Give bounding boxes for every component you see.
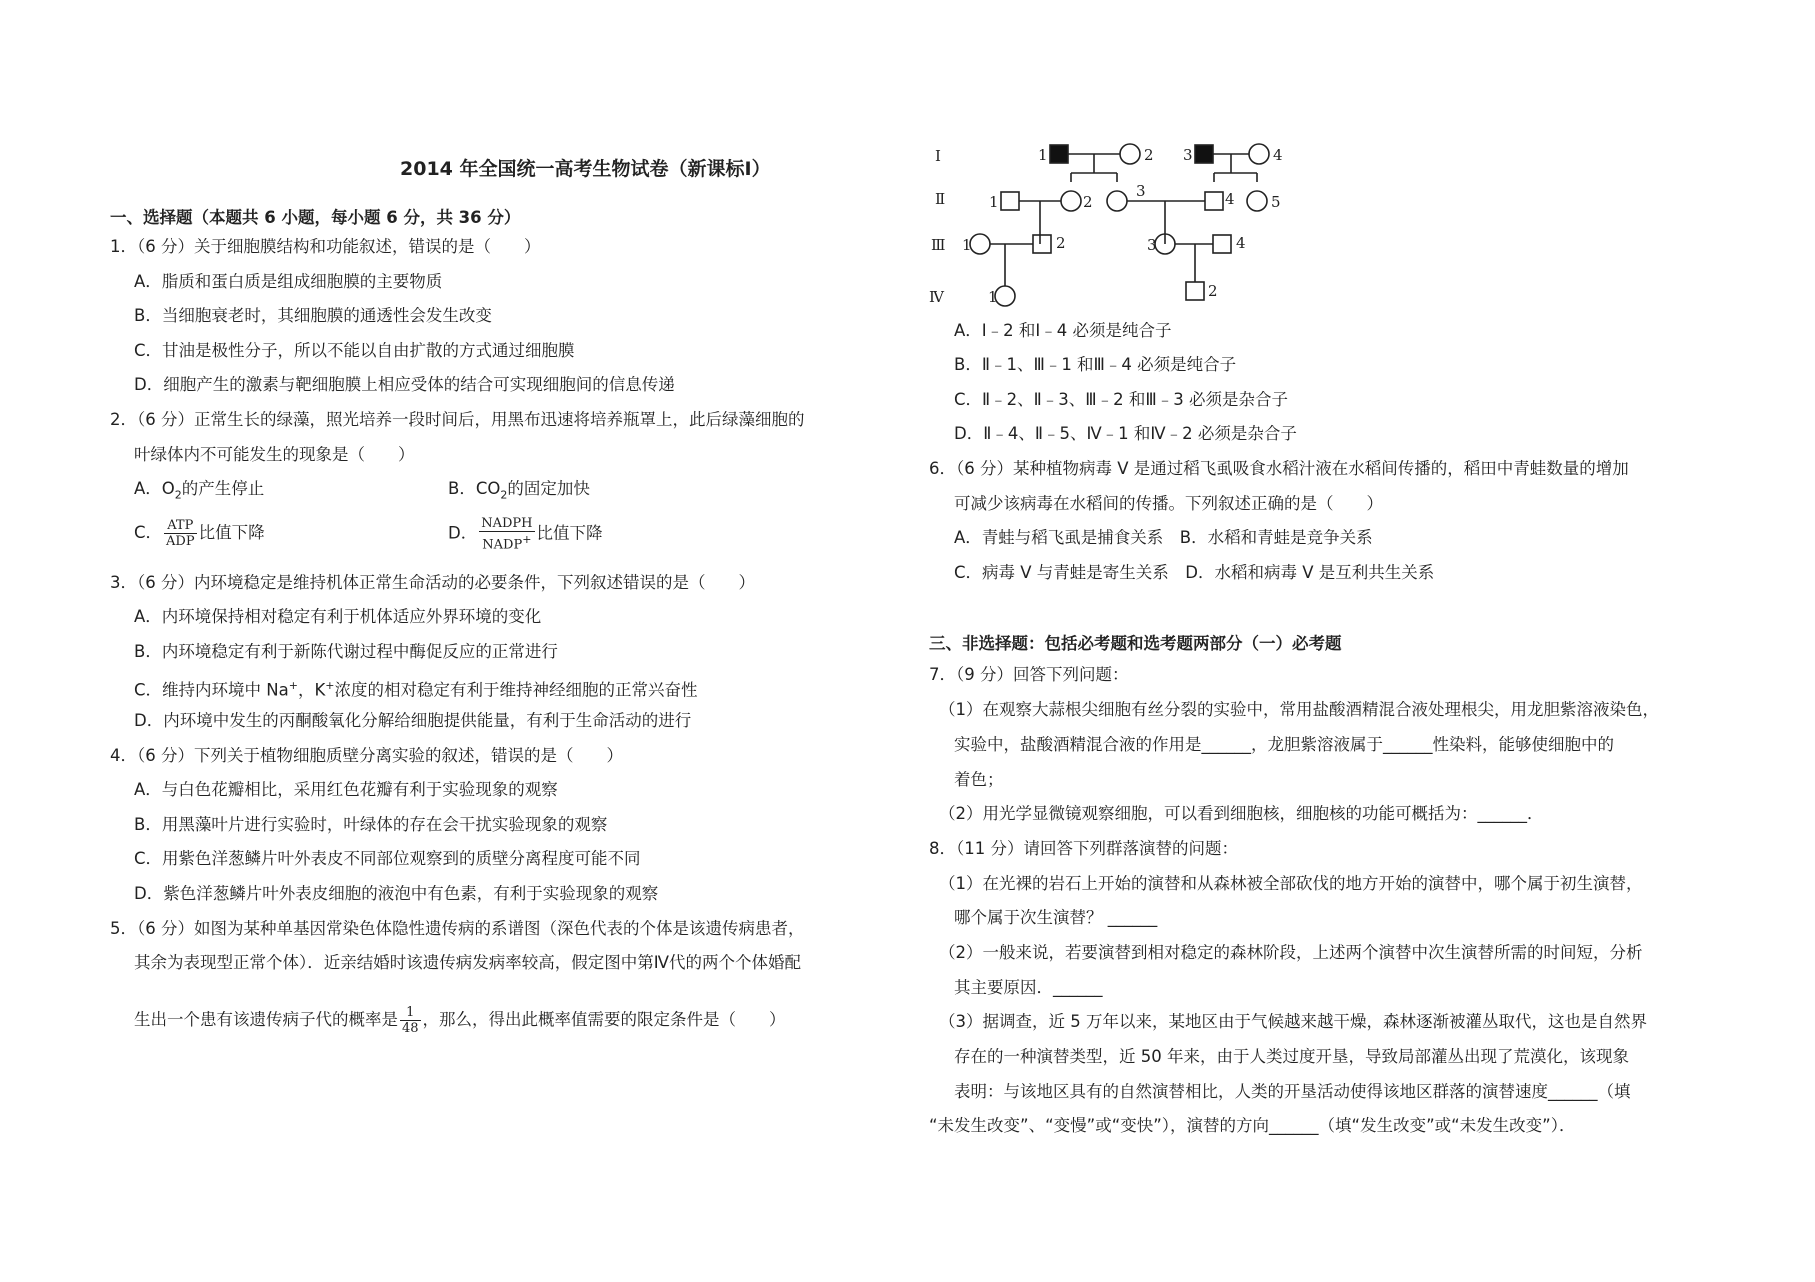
q4-option-b: B．用黑藻叶片进行实验时，叶绿体的存在会干扰实验现象的观察 (134, 815, 608, 834)
q1-option-c: C．甘油是极性分子，所以不能以自由扩散的方式通过细胞膜 (134, 341, 575, 360)
q6-stem-line2: 可减少该病毒在水稻间的传播。下列叙述正确的是（ ） (954, 494, 1383, 513)
pedigree-num-i3: 3 (1183, 146, 1193, 164)
pedigree-gen-label-iii: Ⅲ (931, 236, 946, 254)
pedigree-chart (925, 138, 1315, 310)
exam-title: 2014 年全国统一高考生物试卷（新课标I） (400, 158, 771, 180)
q8-part2-line2: 其主要原因．______ (954, 978, 1103, 997)
pedigree-iv1-female (995, 286, 1015, 306)
pedigree-ii3-female (1107, 191, 1127, 211)
q5-option-a: A．Ⅰ﹣2 和Ⅰ﹣4 必须是纯合子 (954, 321, 1172, 340)
q8-part3-line2: 存在的一种演替类型，近 50 年来，由于人类过度开垦，导致局部灌丛出现了荒漠化，该现象 (954, 1047, 1629, 1066)
pedigree-ii1-male (1001, 192, 1019, 210)
q2-option-c: C． $\frac{\text{ATP}}{\text{ADP}}$ 比值下降 (134, 518, 265, 549)
q8-stem: 8．（11 分）请回答下列群落演替的问题： (929, 839, 1238, 858)
pedigree-num-ii3: 3 (1136, 182, 1146, 200)
pedigree-iii2-male (1033, 235, 1051, 253)
pedigree-num-iii3: 3 (1147, 236, 1157, 254)
pedigree-num-ii4: 4 (1225, 190, 1235, 208)
q5-stem-line1: 5．（6 分）如图为某种单基因常染色体隐性遗传病的系谱图（深色代表的个体是该遗传病患者， (110, 919, 805, 938)
section-nonchoice-heading: 三、非选择题：包括必考题和选考题两部分（一）必考题 (929, 634, 1342, 653)
q6-stem-line1: 6．（6 分）某种植物病毒 V 是通过稻飞虱吸食水稻汁液在水稻间传播的，稻田中青蛙数量的增加 (929, 459, 1629, 478)
pedigree-gen-label-ii: Ⅱ (935, 190, 946, 208)
pedigree-num-ii5: 5 (1271, 193, 1281, 211)
q8-part1-line2: 哪个属于次生演替？ ______ (954, 908, 1158, 927)
q7-part1-line3: 着色； (954, 770, 1004, 789)
q8-part2-line1: （2）一般来说，若要演替到相对稳定的森林阶段，上述两个演替中次生演替所需的时间短，分析 (939, 943, 1643, 962)
q7-stem: 7．（9 分）回答下列问题： (929, 665, 1129, 684)
pedigree-i3-affected-male (1195, 145, 1213, 163)
pedigree-i1-affected-male (1050, 145, 1068, 163)
q7-part1-line1: （1）在观察大蒜根尖细胞有丝分裂的实验中，常用盐酸酒精混合液处理根尖，用龙胆紫溶液染色， (939, 700, 1659, 719)
pedigree-iii4-male (1213, 235, 1231, 253)
q2-option-b: B．$CO_2$的固定加快 (448, 479, 590, 502)
q3-option-b: B．内环境稳定有利于新陈代谢过程中酶促反应的正常进行 (134, 642, 558, 661)
pedigree-num-ii1: 1 (989, 193, 999, 211)
q8-part3-line3: 表明：与该地区具有的自然演替相比，人类的开垦活动使得该地区群落的演替速度______（填 (954, 1082, 1631, 1101)
pedigree-num-ii2: 2 (1083, 193, 1093, 211)
q3-stem: 3．（6 分）内环境稳定是维持机体正常生命活动的必要条件，下列叙述错误的是（ ） (110, 573, 755, 592)
pedigree-ii2-female (1061, 191, 1081, 211)
q6-options-cd: C．病毒 V 与青蛙是寄生关系 D．水稻和病毒 V 是互利共生关系 (954, 563, 1435, 582)
q6-options-ab: A．青蛙与稻飞虱是捕食关系 B．水稻和青蛙是竞争关系 (954, 528, 1373, 547)
q3-option-a: A．内环境保持相对稳定有利于机体适应外界环境的变化 (134, 607, 542, 626)
pedigree-num-i4: 4 (1273, 146, 1283, 164)
pedigree-iii1-female (970, 234, 990, 254)
pedigree-num-iii4: 4 (1236, 234, 1246, 252)
q5-stem-line2: 其余为表现型正常个体）．近亲结婚时该遗传病发病率较高，假定图中第Ⅳ代的两个个体婚配 (134, 953, 801, 972)
probability-fraction: $\frac{1}{48}$ (402, 1005, 419, 1036)
pedigree-num-iv2: 2 (1208, 282, 1218, 300)
nadph-nadp-fraction: $\frac{\text{NADPH}}{NADP^+}$ (481, 516, 533, 553)
pedigree-gen-label-iv: Ⅳ (929, 288, 944, 306)
pedigree-ii5-female (1247, 191, 1267, 211)
q5-option-b: B．Ⅱ﹣1、Ⅲ﹣1 和Ⅲ﹣4 必须是纯合子 (954, 355, 1237, 374)
pedigree-num-i2: 2 (1144, 146, 1154, 164)
pedigree-i4-female (1249, 144, 1269, 164)
q1-option-d: D．细胞产生的激素与靶细胞膜上相应受体的结合可实现细胞间的信息传递 (134, 375, 675, 394)
q2-stem-line1: 2．（6 分）正常生长的绿藻，照光培养一段时间后，用黑布迅速将培养瓶罩上，此后绿藻细胞的 (110, 410, 805, 429)
q4-stem: 4．（6 分）下列关于植物细胞质壁分离实验的叙述，错误的是（ ） (110, 746, 623, 765)
q3-option-c: C．维持内环境中 Na+，K+浓度的相对稳定有利于维持神经细胞的正常兴奋性 (134, 679, 698, 700)
q5-stem-line3: 生出一个患有该遗传病子代的概率是 $\frac{1}{48}$ ，那么，得出此概率值需要的限定条件是（ ） (134, 1005, 786, 1036)
q5-option-c: C．Ⅱ﹣2、Ⅱ﹣3、Ⅲ﹣2 和Ⅲ﹣3 必须是杂合子 (954, 390, 1288, 409)
q8-part3-line1: （3）据调查，近 5 万年以来，某地区由于气候越来越干燥，森林逐渐被灌丛取代，这也是自然界 (939, 1012, 1647, 1031)
q5-option-d: D．Ⅱ﹣4、Ⅱ﹣5、Ⅳ﹣1 和Ⅳ﹣2 必须是杂合子 (954, 424, 1297, 443)
section-choice-heading: 一、选择题（本题共 6 小题，每小题 6 分，共 36 分） (110, 208, 521, 227)
q3-option-d: D．内环境中发生的丙酮酸氧化分解给细胞提供能量，有利于生命活动的进行 (134, 711, 692, 730)
pedigree-num-iv1: 1 (988, 288, 998, 306)
pedigree-ii4-male (1205, 192, 1223, 210)
q2-stem-line2: 叶绿体内不可能发生的现象是（ ） (134, 445, 415, 464)
atp-adp-fraction: $\frac{\text{ATP}}{\text{ADP}}$ (166, 518, 195, 549)
q2-option-a: A．$O_2$的产生停止 (134, 479, 265, 502)
q7-part2: （2）用光学显微镜观察细胞，可以看到细胞核，细胞核的功能可概括为：______． (939, 804, 1544, 823)
q4-option-d: D．紫色洋葱鳞片叶外表皮细胞的液泡中有色素，有利于实验现象的观察 (134, 884, 659, 903)
pedigree-i2-female (1120, 144, 1140, 164)
q1-stem: 1．（6 分）关于细胞膜结构和功能叙述，错误的是（ ） (110, 237, 541, 256)
q4-option-c: C．用紫色洋葱鳞片叶外表皮不同部位观察到的质壁分离程度可能不同 (134, 849, 641, 868)
pedigree-num-i1: 1 (1038, 146, 1048, 164)
q8-part1-line1: （1）在光裸的岩石上开始的演替和从森林被全部砍伐的地方开始的演替中，哪个属于初生演替， (939, 874, 1643, 893)
q1-option-b: B．当细胞衰老时，其细胞膜的通透性会发生改变 (134, 306, 492, 325)
pedigree-gen-label-i: Ⅰ (935, 147, 941, 165)
pedigree-num-iii2: 2 (1056, 234, 1066, 252)
q2-option-d: D． $\frac{\text{NADPH}}{NADP^+}$ 比值下降 (448, 516, 603, 553)
pedigree-iv2-male (1186, 282, 1204, 300)
q4-option-a: A．与白色花瓣相比，采用红色花瓣有利于实验现象的观察 (134, 780, 558, 799)
pedigree-num-iii1: 1 (962, 236, 972, 254)
q1-option-a: A．脂质和蛋白质是组成细胞膜的主要物质 (134, 272, 443, 291)
q7-part1-line2: 实验中，盐酸酒精混合液的作用是______，龙胆紫溶液属于______性染料，能够使细胞中的 (954, 735, 1614, 754)
q8-part3-line4: “未发生改变”、“变慢”或“变快”），演替的方向______（填“发生改变”或“未发生改变”）． (929, 1116, 1576, 1135)
